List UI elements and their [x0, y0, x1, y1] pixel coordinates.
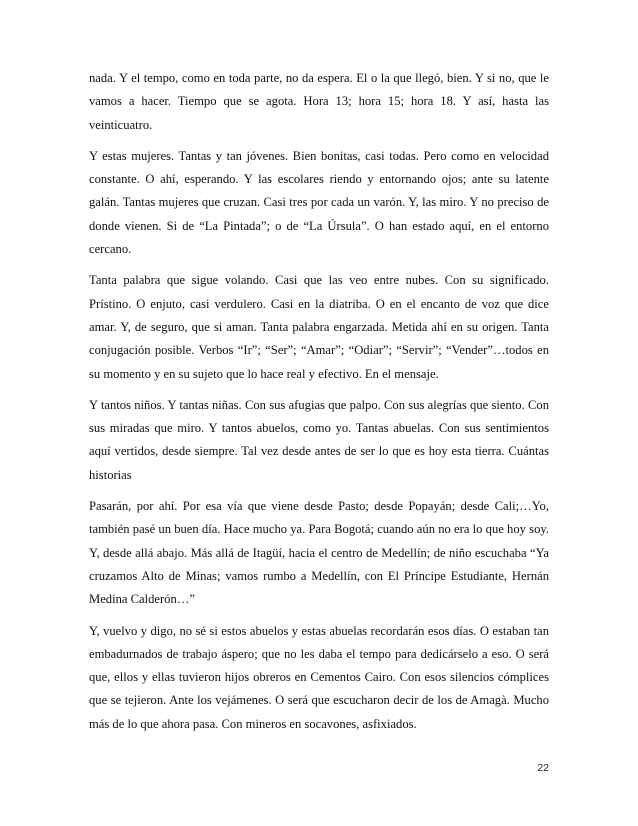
paragraph-5: Pasarán, por ahí. Por esa vía que viene desde Pasto; desde Popayán; desde Cali;…Yo, también pasé un buen día. Hace mucho ya. Para Bogotá; cuando aún no era lo que hoy soy. Y, desde allá abajo. Más allá de Itagüí, hacia el centro de Medellín; de niño escuchaba “Ya cruzamos Alto de Minas; vamos rumbo a Medellín, con El Príncipe Estudiante, Hernán Medina Calderón…”	[89, 499, 549, 607]
paragraph-1: nada. Y el tempo, como en toda parte, no da espera. El o la que llegó, bien. Y si no, que le vamos a hacer. Tiempo que se agota. Hora 13; hora 15; hora 18. Y así, hasta las veinticuatro.	[89, 71, 549, 132]
paragraph-3: Tanta palabra que sigue volando. Casi que las veo entre nubes. Con su significado. Prístino. O enjuto, casi verdulero. Casi en la diatriba. O en el encanto de voz que dice amar. Y, de seguro, que si aman. Tanta palabra engarzada. Metida ahí en su origen. Tanta conjugación posible. Verbos “Ir”; “Ser”; “Amar”; “Odiar”; “Servir”; “Vender”…todos en su momento y en su sujeto que lo hace real y efectivo. En el mensaje.	[89, 273, 549, 381]
paragraph-4: Y tantos niños. Y tantas niñas. Con sus afugias que palpo. Con sus alegrías que siento. Con sus miradas que miro. Y tantos abuelos, como yo. Tantas abuelas. Con sus sentimientos aquí vertidos, desde siempre. Tal vez desde antes de ser lo que es hoy esta tierra. Cuántas historias	[89, 397, 549, 482]
body-text	[89, 67, 549, 744]
paragraph-2: Y estas mujeres. Tantas y tan jóvenes. Bien bonitas, casi todas. Pero como en velocidad constante. O ahí, esperando. Y las escolares riendo y entornando ojos; ante su latente galán. Tantas mujeres que cruzan. Casi tres por cada un varón. Y, las miro. Y no preciso de donde vienen. Si de “La Pintada”; o de “La Úrsula”. O han estado aquí, en el entorno cercano.	[89, 148, 549, 257]
page-number: 22	[537, 762, 549, 774]
paragraph-6: Y, vuelvo y digo, no sé si estos abuelos y estas abuelas recordarán esos días. O estaban tan embadurnados de trabajo áspero; que no les daba el tempo para dedicárselo a eso. O será que, ellos y ellas tuvieron hijos obreros en Cementos Cairo. Con esos silencios cómplices que se tejieron. Ante los vejámenes. O será que escucharon decir de los de Amagà. Mucho más de lo que ahora pasa. Con mineros en socavones, asfixiados.	[89, 623, 549, 731]
